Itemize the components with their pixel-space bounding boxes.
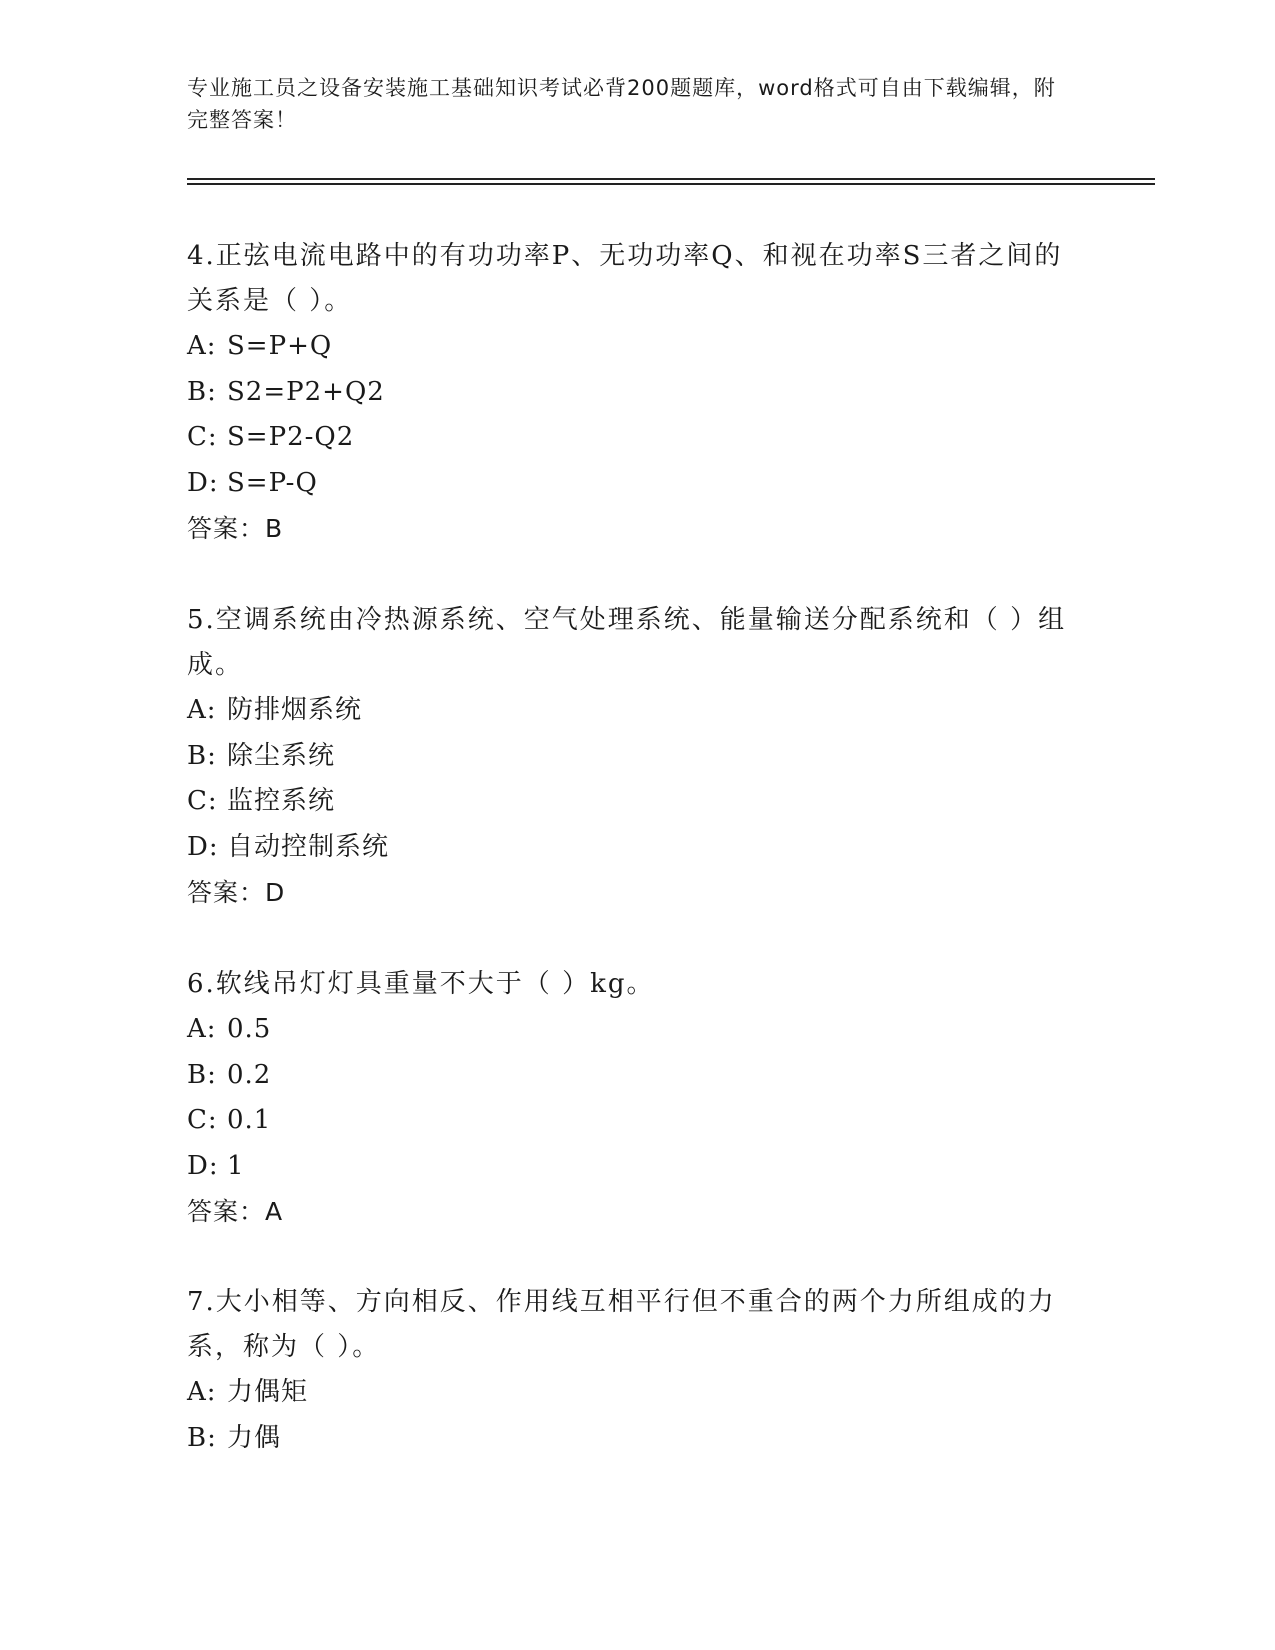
option-b — [187, 1416, 1087, 1462]
question-text: 6.软线吊灯灯具重量不大于（ ）kg。 — [187, 969, 655, 999]
option-letter: A: — [187, 695, 217, 725]
option-letter: A: — [187, 1014, 217, 1044]
question-7 — [187, 1280, 1087, 1461]
option-letter: A: — [187, 1377, 217, 1407]
option-text: 力偶 — [227, 1422, 282, 1453]
answer-line: 答案：B — [187, 514, 284, 543]
option-text: 1 — [227, 1150, 245, 1181]
option-letter: C: — [187, 1105, 218, 1135]
option-text: S=P2-Q2 — [227, 422, 355, 452]
question-text: 4.正弦电流电路中的有功功率P、无功功率Q、和视在功率S三者之间的关系是（ ）。 — [187, 241, 1063, 316]
option-text: 自动控制系统 — [227, 831, 390, 862]
option-letter: D: — [187, 467, 219, 498]
option-a — [187, 1370, 1087, 1416]
option-letter: B: — [187, 1059, 217, 1090]
option-text: 防排烟系统 — [227, 695, 363, 725]
option-d — [187, 1144, 1087, 1190]
option-letter: B: — [187, 376, 217, 407]
option-text: 0.5 — [227, 1014, 272, 1044]
option-b — [187, 734, 1087, 780]
header-divider-bottom — [187, 183, 1155, 185]
option-a — [187, 688, 1087, 734]
option-c — [187, 415, 1087, 461]
option-text: 力偶矩 — [227, 1377, 309, 1407]
option-letter: D: — [187, 1150, 219, 1181]
option-letter: D: — [187, 831, 219, 862]
option-a — [187, 1007, 1087, 1053]
answer-line: 答案：D — [187, 878, 286, 907]
question-text: 5.空调系统由冷热源系统、空气处理系统、能量输送分配系统和（ ）组成。 — [187, 605, 1067, 680]
option-letter: B: — [187, 740, 217, 771]
option-text: 除尘系统 — [227, 740, 336, 771]
option-text: S2=P2+Q2 — [227, 376, 385, 407]
header-divider-top — [187, 178, 1155, 180]
option-d — [187, 825, 1087, 871]
option-text: 0.1 — [227, 1105, 272, 1135]
option-letter: B: — [187, 1422, 217, 1453]
option-letter: C: — [187, 422, 218, 452]
option-c — [187, 1098, 1087, 1144]
option-letter: C: — [187, 786, 218, 816]
option-b — [187, 370, 1087, 416]
answer-line: 答案：A — [187, 1197, 284, 1226]
option-text: 监控系统 — [227, 786, 336, 816]
option-text: S=P-Q — [227, 467, 318, 498]
option-b — [187, 1053, 1087, 1099]
question-text: 7.大小相等、方向相反、作用线互相平行但不重合的两个力所组成的力系，称为（ ）。 — [187, 1287, 1056, 1362]
option-letter: A: — [187, 331, 217, 361]
question-5 — [187, 598, 1087, 916]
option-text: 0.2 — [227, 1059, 272, 1090]
option-a — [187, 324, 1087, 370]
option-d — [187, 461, 1087, 507]
question-6 — [187, 962, 1087, 1235]
document-header: 专业施工员之设备安装施工基础知识考试必背200题题库，word格式可自由下载编辑，附完整答案！ — [187, 76, 1056, 132]
option-text: S=P+Q — [227, 331, 333, 361]
question-4 — [187, 234, 1087, 552]
option-c — [187, 779, 1087, 825]
